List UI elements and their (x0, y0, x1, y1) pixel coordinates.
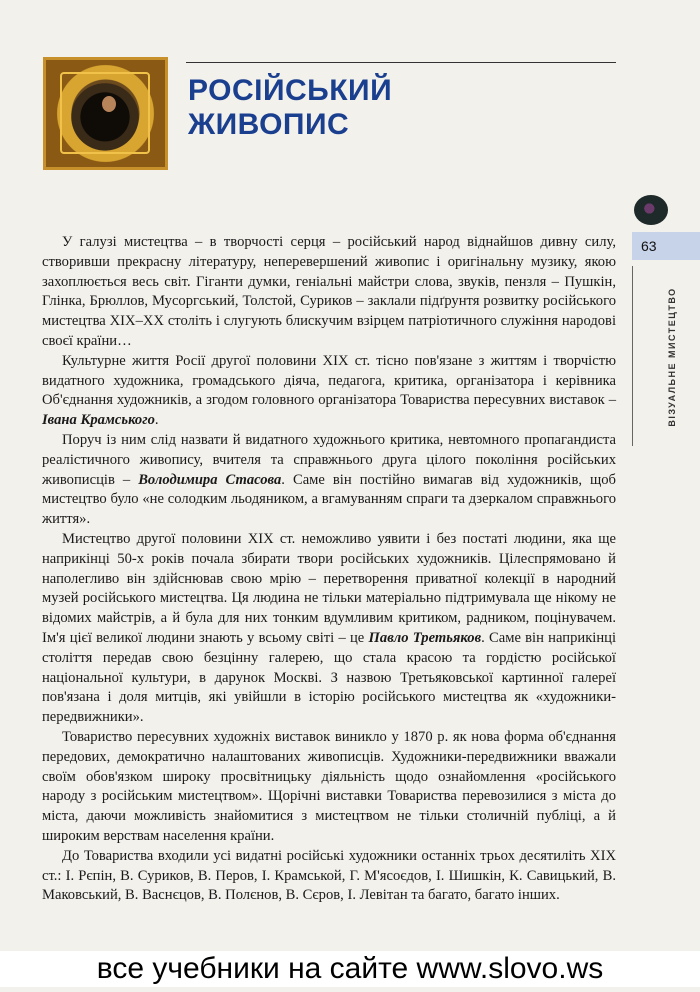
portrait-frame (60, 72, 150, 154)
page-number: 63 (641, 238, 657, 254)
page-title (188, 74, 392, 142)
paragraph-5: Товариство пересувних художніх виставок виникло у 1870 р. як нова форма об'єднання передових, демократично налаштованих живописців. Художники-передвижники вважали своїм обов'язком широку просвітницьку діяльність щодо ознайомлення «російського народу з російським мистецтвом». Щорічні виставки Товариства перевозилися з міста до міста, даючи можливість знайомитися з мистецтвом не тільки столичній публіці, а й широким верствам населення країни. (42, 728, 616, 844)
article-body (42, 233, 616, 906)
paragraph-2: Культурне життя Росії другої половини XIX ст. тісно пов'язане з життям і творчістю видатного художника, громадського діяча, педагога, критика, організатора і керівника Об'єднання художників, а згодом головного організатора Товариства пересувних виставок – Івана Крамського. (42, 352, 616, 429)
name-kramskoi: Івана Крамського (42, 412, 155, 429)
title-line-2: ЖИВОПИС (188, 108, 350, 141)
paragraph-6: До Товариства входили усі видатні російські художники останніх трьох десятиліть XIX ст.: І. Рєпін, В. Суриков, В. Перов, І. Крамськой, Г. М'ясоєдов, І. Шишкін, К. Савицький, В. Маковський, В. Васнєцов, В. Полєнов, В. Сєров, І. Левітан та багато, багато інших. (42, 847, 616, 904)
portrait-thumbnail (43, 57, 168, 170)
footer-banner: все учебники на сайте www.slovo.ws (0, 951, 700, 987)
sidebar-rule (632, 266, 633, 446)
header-rule (186, 62, 616, 63)
name-stasov: Володимира Стасова (138, 471, 282, 488)
portrait-figure (102, 96, 116, 112)
paragraph-1: У галузі мистецтва – в творчості серця – російський народ віднайшов дивну силу, створивши прекрасну літературу, неперевершений живопис і оригінальну музику, якою захоплюється весь світ. Гіганти думки, геніальні майстри слова, звуків, пензля – Пушкін, Глінка, Брюллов, Мусоргський, Толстой, Суриков – заклали підґрунтя розвитку російського мистецтва XIX–XX століть і слугують блискучим взірцем патріотичного служіння народові своєї країни… (42, 234, 616, 349)
section-label: ВІЗУАЛЬНЕ МИСТЕЦТВО (667, 287, 677, 427)
paragraph-3: Поруч із ним слід назвати й видатного художнього критика, невтомного пропагандиста реалістичного живопису, вчителя та справжнього друга цілого покоління російських живописців – Володимира Стасова. Саме він постійно вимагав від художників, щоб мистецтво було «не солодким льодяником, а вгамуванням спраги та дзеркалом справжнього життя». (42, 431, 616, 528)
section-emblem-icon (634, 195, 668, 225)
title-line-1: РОСІЙСЬКИЙ (188, 74, 393, 107)
name-tretyakov: Павло Третьяков (368, 629, 482, 646)
paragraph-4: Мистецтво другої половини XIX ст. неможливо уявити і без постаті людини, яка ще наприкінці 50-х років почала збирати твори російських художників. Цілеспрямовано й наполегливо він здійснював свою мрію – перетворення приватної колекції в народний музей російського мистецтва. Ця людина не тільки матеріально підтримувала ще нікому не відомих майстрів, а й була для них тонким вдумливим критиком, радником, поцінувачем. Ім'я цієї великої людини знають у всьому світі – це Павло Третьяков. Саме він наприкінці століття передав свою безцінну галерею, що стала красою та гордістю російської національної культури, в дарунок Москві. З назвою Третьяковської картинної галереї пов'язана і доля митців, які увійшли в історію російського мистецтва як «художники-передвижники». (42, 530, 617, 726)
